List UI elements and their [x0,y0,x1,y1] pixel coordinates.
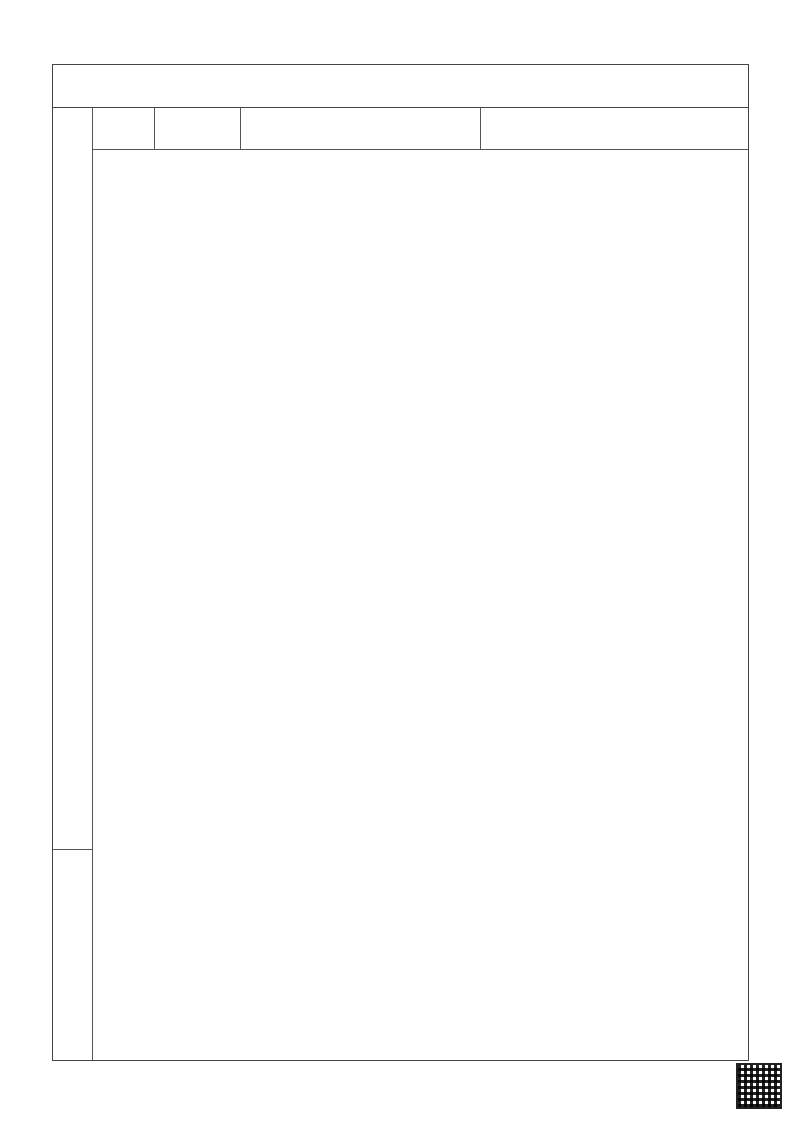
header-char [93,107,155,149]
header-reading [155,107,241,149]
header-words [241,107,481,149]
category-write [53,850,93,1060]
header-sentence [481,107,748,149]
page-title [53,65,748,108]
qr-code-icon [736,1063,782,1109]
table-header [93,107,748,150]
worksheet [52,64,749,1061]
category-recognize [53,107,93,850]
